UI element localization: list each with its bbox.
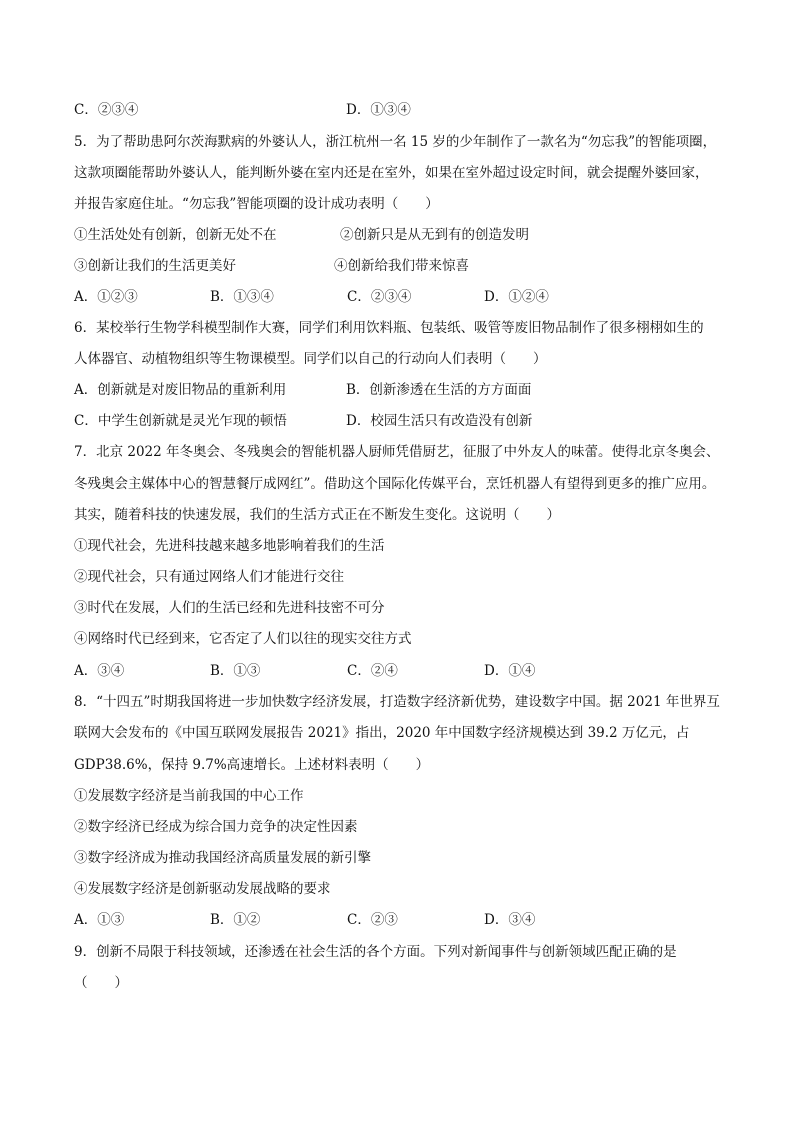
q5-stem-line3: 并报告家庭住址。“勿忘我”智能项圈的设计成功表明（ ） [74,196,439,212]
q8-option-b: B．①② [210,912,261,928]
q5-statement-1: ①生活处处有创新，创新无处不在 [74,227,277,243]
q8-statement-3: ③数字经济成为推动我国经济高质量发展的新引擎 [74,850,371,866]
q7-option-a: A．③④ [74,663,125,679]
q5-statement-3: ③创新让我们的生活更美好 [74,258,236,274]
q7-option-b: B．①③ [210,663,261,679]
q8-statement-2: ②数字经济已经成为综合国力竞争的决定性因素 [74,819,358,835]
q9-stem-line1: 9．创新不局限于科技领域，还渗透在社会生活的各个方面。下列对新闻事件与创新领域匹配正确的是 [74,944,677,960]
q5-stem-line1: 5．为了帮助患阿尔茨海默病的外婆认人，浙江杭州一名 15 岁的少年制作了一款名为“勿忘我”的智能项圈， [74,134,717,150]
q7-stem-line3: 其实，随着科技的快速发展，我们的生活方式正在不断发生变化。这说明（ ） [74,507,560,523]
q6-stem-line1: 6．某校举行生物学科模型制作大赛，同学们利用饮料瓶、包装纸、吸管等废旧物品制作了很多栩栩如生的 [74,320,704,336]
q8-option-c: C．②③ [347,912,398,928]
q4-options-row [0,100,794,120]
q6-option-c: C．中学生创新就是灵光乍现的顿悟 [74,413,287,429]
q8-stem-line3: GDP38.6%，保持 9.7%高速增长。上述材料表明（ ） [74,757,430,773]
q8-stem-line1: 8．“十四五”时期我国将进一步加快数字经济发展，打造数字经济新优势，建设数字中国。据 2021 年世界互 [74,694,720,710]
q5-option-c: C．②③④ [347,289,412,305]
q8-option-a: A．①③ [74,912,125,928]
q7-stem-line1: 7．北京 2022 年冬奥会、冬残奥会的智能机器人厨师凭借厨艺，征服了中外友人的味蕾。使得北京冬奥会、 [74,444,720,460]
q7-option-c: C．②④ [347,663,398,679]
q8-options-row [0,910,794,930]
q4-option-c: C．②③④ [74,102,139,118]
q6-option-b: B．创新渗透在生活的方方面面 [346,382,532,398]
q5-options-row [0,287,794,307]
q7-statement-4: ④网络时代已经到来，它否定了人们以往的现实交往方式 [74,631,412,647]
q5-option-b: B．①③④ [210,289,274,305]
q7-stem-line2: 冬残奥会主媒体中心的智慧餐厅成网红”。借助这个国际化传媒平台，烹饪机器人有望得到更多的推广应用。 [74,476,716,492]
q6-option-a: A．创新就是对废旧物品的重新利用 [74,382,287,398]
q5-statements-row2 [0,256,794,276]
q5-stem-line2: 这款项圈能帮助外婆认人，能判断外婆在室内还是在室外，如果在室外超过设定时间，就会提醒外婆回家， [74,165,709,181]
q6-option-d: D．校园生活只有改造没有创新 [346,413,533,429]
q7-statement-3: ③时代在发展，人们的生活已经和先进科技密不可分 [74,600,385,616]
q6-options-row2 [0,411,794,431]
q8-statement-4: ④发展数字经济是创新驱动发展战略的要求 [74,881,331,897]
q5-option-a: A．①②③ [74,289,138,305]
q6-stem-line2: 人体器官、动植物组织等生物课模型。同学们以自己的行动向人们表明（ ） [74,351,547,367]
q8-statement-1: ①发展数字经济是当前我国的中心工作 [74,788,304,804]
q7-statement-1: ①现代社会，先进科技越来越多地影响着我们的生活 [74,538,385,554]
q9-stem-line2: （ ） [74,975,128,991]
q5-option-d: D．①②④ [484,289,549,305]
q6-options-row1 [0,380,794,400]
q7-option-d: D．①④ [484,663,536,679]
q7-options-row [0,661,794,681]
q5-statements-row1 [0,225,794,245]
q7-statement-2: ②现代社会，只有通过网络人们才能进行交往 [74,569,344,585]
q8-option-d: D．③④ [484,912,536,928]
q5-statement-4: ④创新给我们带来惊喜 [334,258,469,274]
q5-statement-2: ②创新只是从无到有的创造发明 [340,227,529,243]
q4-option-d: D．①③④ [346,102,411,118]
q8-stem-line2: 联网大会发布的《中国互联网发展报告 2021》指出，2020 年中国数字经济规模达到 39.2 万亿元，占 [74,725,690,741]
